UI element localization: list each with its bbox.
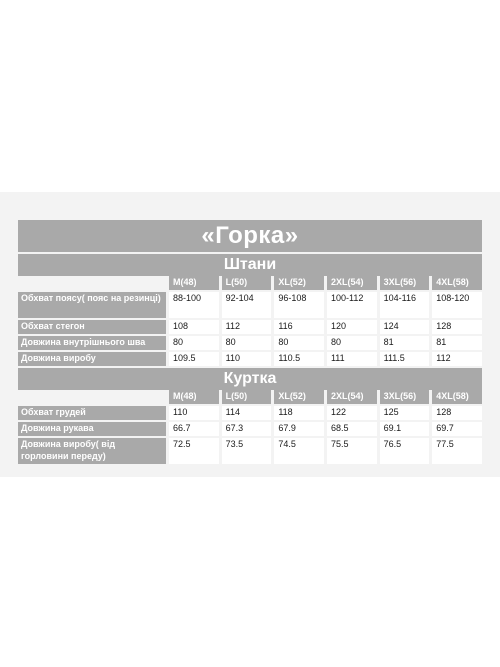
table-cell: 73.5 [219, 436, 272, 464]
row-label: Довжина рукава [18, 420, 166, 436]
table-cell: 88-100 [166, 290, 219, 318]
row-label: Довжина внутрішнього шва [18, 334, 166, 350]
table-cell: 77.5 [429, 436, 482, 464]
table-cell: 108-120 [429, 290, 482, 318]
table-cell: 114 [219, 404, 272, 420]
table-cell: 92-104 [219, 290, 272, 318]
row-label: Обхват стегон [18, 318, 166, 334]
size-header: L(50) [219, 390, 272, 404]
table-cell: 69.7 [429, 420, 482, 436]
table-cell: 67.3 [219, 420, 272, 436]
table-cell: 128 [429, 404, 482, 420]
size-header: 4XL(58) [429, 276, 482, 290]
table-row [18, 436, 482, 464]
table-cell: 110 [219, 350, 272, 366]
table-cell: 116 [271, 318, 324, 334]
table-cell: 125 [377, 404, 430, 420]
table-cell: 75.5 [324, 436, 377, 464]
table-cell: 118 [271, 404, 324, 420]
header-blank-cell [18, 390, 166, 404]
size-header: 3XL(56) [377, 390, 430, 404]
table-cell: 81 [429, 334, 482, 350]
table-cell: 124 [377, 318, 430, 334]
table-cell: 111.5 [377, 350, 430, 366]
table-cell: 96-108 [271, 290, 324, 318]
jacket-size-header-row [18, 390, 482, 404]
section-heading-jacket: Куртка [18, 368, 482, 390]
table-cell: 74.5 [271, 436, 324, 464]
table-cell: 120 [324, 318, 377, 334]
table-cell: 128 [429, 318, 482, 334]
table-row [18, 334, 482, 350]
size-chart [18, 220, 482, 464]
size-header: XL(52) [271, 390, 324, 404]
table-cell: 80 [324, 334, 377, 350]
table-cell: 76.5 [377, 436, 430, 464]
table-cell: 108 [166, 318, 219, 334]
table-cell: 112 [219, 318, 272, 334]
table-cell: 110 [166, 404, 219, 420]
table-cell: 109.5 [166, 350, 219, 366]
jacket-table [18, 390, 482, 464]
table-cell: 80 [166, 334, 219, 350]
table-cell: 80 [219, 334, 272, 350]
table-cell: 110.5 [271, 350, 324, 366]
table-row [18, 404, 482, 420]
table-row [18, 290, 482, 318]
table-cell: 111 [324, 350, 377, 366]
table-cell: 112 [429, 350, 482, 366]
table-cell: 68.5 [324, 420, 377, 436]
table-cell: 69.1 [377, 420, 430, 436]
table-row [18, 350, 482, 366]
table-cell: 122 [324, 404, 377, 420]
table-cell: 81 [377, 334, 430, 350]
size-header: 2XL(54) [324, 276, 377, 290]
pants-size-header-row [18, 276, 482, 290]
size-header: 3XL(56) [377, 276, 430, 290]
table-cell: 67.9 [271, 420, 324, 436]
size-header: L(50) [219, 276, 272, 290]
table-cell: 80 [271, 334, 324, 350]
table-cell: 66.7 [166, 420, 219, 436]
size-header: 4XL(58) [429, 390, 482, 404]
table-cell: 100-112 [324, 290, 377, 318]
row-label: Обхват поясу( пояс на резинці) [18, 290, 166, 318]
table-cell: 104-116 [377, 290, 430, 318]
table-cell: 72.5 [166, 436, 219, 464]
size-header: 2XL(54) [324, 390, 377, 404]
table-row [18, 420, 482, 436]
size-header: M(48) [166, 390, 219, 404]
row-label: Довжина виробу [18, 350, 166, 366]
row-label: Довжина виробу( від горловини переду) [18, 436, 166, 464]
table-row [18, 318, 482, 334]
pants-table [18, 276, 482, 366]
size-header: M(48) [166, 276, 219, 290]
size-header: XL(52) [271, 276, 324, 290]
row-label: Обхват грудей [18, 404, 166, 420]
section-heading-pants: Штани [18, 254, 482, 276]
chart-title: «Горка» [18, 220, 482, 252]
header-blank-cell [18, 276, 166, 290]
